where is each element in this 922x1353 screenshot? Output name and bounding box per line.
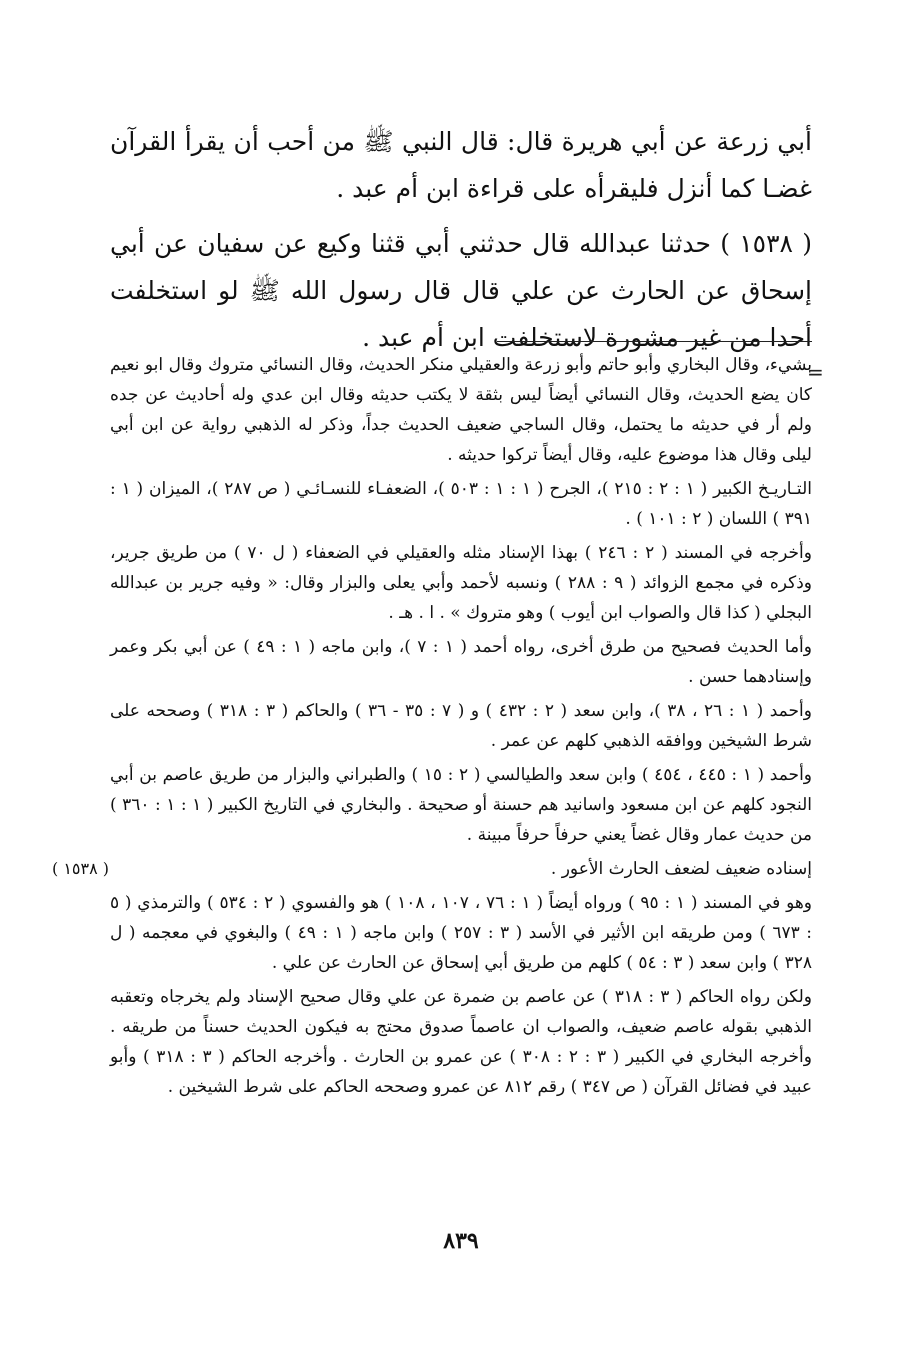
footnote-paragraph: وأحمد ( ١ : ٢٦ ، ٣٨ )، وابن سعد ( ٢ : ٤٣٢ ) و ( ٧ : ٣٥ - ٣٦ ) والحاكم ( ٣ : ٣١٨ ) وصححه على شرط الشيخين ووافقه الذهبي كلهم عن عمر . bbox=[110, 701, 812, 751]
main-paragraph-1: أبي زرعة عن أبي هريرة قال: قال النبي ﷺ من أحب أن يقرأ القرآن غضـا كما أنزل فليقرأه على قراءة ابن أم عبد . bbox=[110, 127, 812, 203]
footnote-separator bbox=[497, 341, 812, 342]
footnote-1538-text: إسناده ضعيف لضعف الحارث الأعور . bbox=[550, 859, 812, 879]
footnote-paragraph: وأحمد ( ١ : ٤٤٥ ، ٤٥٤ ) وابن سعد والطيالسي ( ٢ : ١٥ ) والطبراني والبزار من طريق عاصم بن أبي النجود كلهم عن ابن مسعود واسانيد هم حسنة أو صحيحة . والبخاري في التاريخ الكبير ( ١ : ١ : ٣٦٠ ) من حديث عمار وقال غضاً يعني حرفاً حرفاً مبينة . bbox=[110, 765, 812, 845]
footnote-paragraph: وهو في المسند ( ١ : ٩٥ ) ورواه أيضاً ( ١ : ٧٦ ، ١٠٧ ، ١٠٨ ) هو والفسوي ( ٢ : ٥٣٤ ) والترمذي ( ٥ : ٦٧٣ ) ومن طريقه ابن الأثير في الأسد ( ٣ : ٢٥٧ ) وابن ماجه ( ١ : ٤٩ ) والبغوي في معجمه ( ل ٣٢٨ ) وابن سعد ( ٣ : ٥٤ ) كلهم من طريق أبي إسحاق عن الحارث عن علي . bbox=[110, 893, 813, 973]
footnote-1538-first bbox=[52, 854, 812, 884]
footnotes bbox=[52, 350, 813, 1106]
footnote-paragraph: التـاريـخ الكبير ( ١ : ٢ : ٢١٥ )، الجرح ( ١ : ١ : ٥٠٣ )، الضعفـاء للنسـائـي ( ص ٢٨٧ )، الميزان ( ١ : ٣٩١ ) اللسان ( ٢ : ١٠١ ) . bbox=[110, 479, 812, 529]
footnote-paragraph: بشيء، وقال البخاري وأبو حاتم وأبو زرعة والعقيلي منكر الحديث، وقال النسائي متروك وقال ابو نعيم كان يضع الحديث، وقال النسائي أيضاً ليس بثقة لا يكتب حديثه وقال ابن عدي وله أحاديث عن جده ولم أر في حديثه ما يحتمل، وقال الساجي ضعيف الحديث جداً، وذكر له الذهبي رواية عن ابن أبي ليلى وقال هذا موضوع عليه، وقال أيضاً تركوا حديثه . bbox=[110, 355, 812, 465]
footnote-paragraph: وأما الحديث فصحيح من طرق أخرى، رواه أحمد ( ١ : ٧ )، وابن ماجه ( ١ : ٤٩ ) عن أبي بكر وعمر وإسنادهما حسن . bbox=[110, 637, 812, 687]
footnote-paragraph: ولكن رواه الحاكم ( ٣ : ٣١٨ ) عن عاصم بن ضمرة عن علي وقال صحيح الإسناد ولم يخرجاه وتعقبه الذهبي بقوله عاصم ضعيف، والصواب ان عاصماً صدوق محتج به فيكون الحديث حسناً من طريقه . وأخرجه البخاري في الكبير ( ٣ : ٢ : ٣٠٨ ) عن عمرو بن الحارث . وأخرجه الحاكم ( ٣ : ٣١٨ ) وأبو عبيد في فضائل القرآن ( ص ٣٤٧ ) رقم ٨١٢ عن عمرو وصححه الحاكم على شرط الشيخين . bbox=[110, 987, 812, 1097]
footnote-number-1538: ( ١٥٣٨ ) bbox=[52, 859, 110, 878]
main-paragraph-hadith-1538: ( ١٥٣٨ ) حدثنا عبدالله قال حدثني أبي قثنا وكيع عن سفيان عن أبي إسحاق عن الحارث عن علي قال قال رسول الله ﷺ لو استخلفت أحدا من غير مشورة لاستخلفت ابن أم عبد . bbox=[110, 229, 813, 352]
main-text bbox=[110, 118, 812, 369]
footnote-paragraph: وأخرجه في المسند ( ٢ : ٢٤٦ ) بهذا الإسناد مثله والعقيلي في الضعفاء ( ل ٧٠ ) من طريق جرير، وذكره في مجمع الزوائد ( ٩ : ٢٨٨ ) ونسبه لأحمد وأبي يعلى والبزار وقال: « وفيه جرير بن عبدالله البجلي ( كذا قال والصواب ابن أيوب ) وهو متروك » . ا . هـ . bbox=[110, 543, 812, 623]
footnote-continuation-marker: = bbox=[807, 360, 824, 384]
page-number: ٨٣٩ bbox=[443, 1228, 479, 1254]
